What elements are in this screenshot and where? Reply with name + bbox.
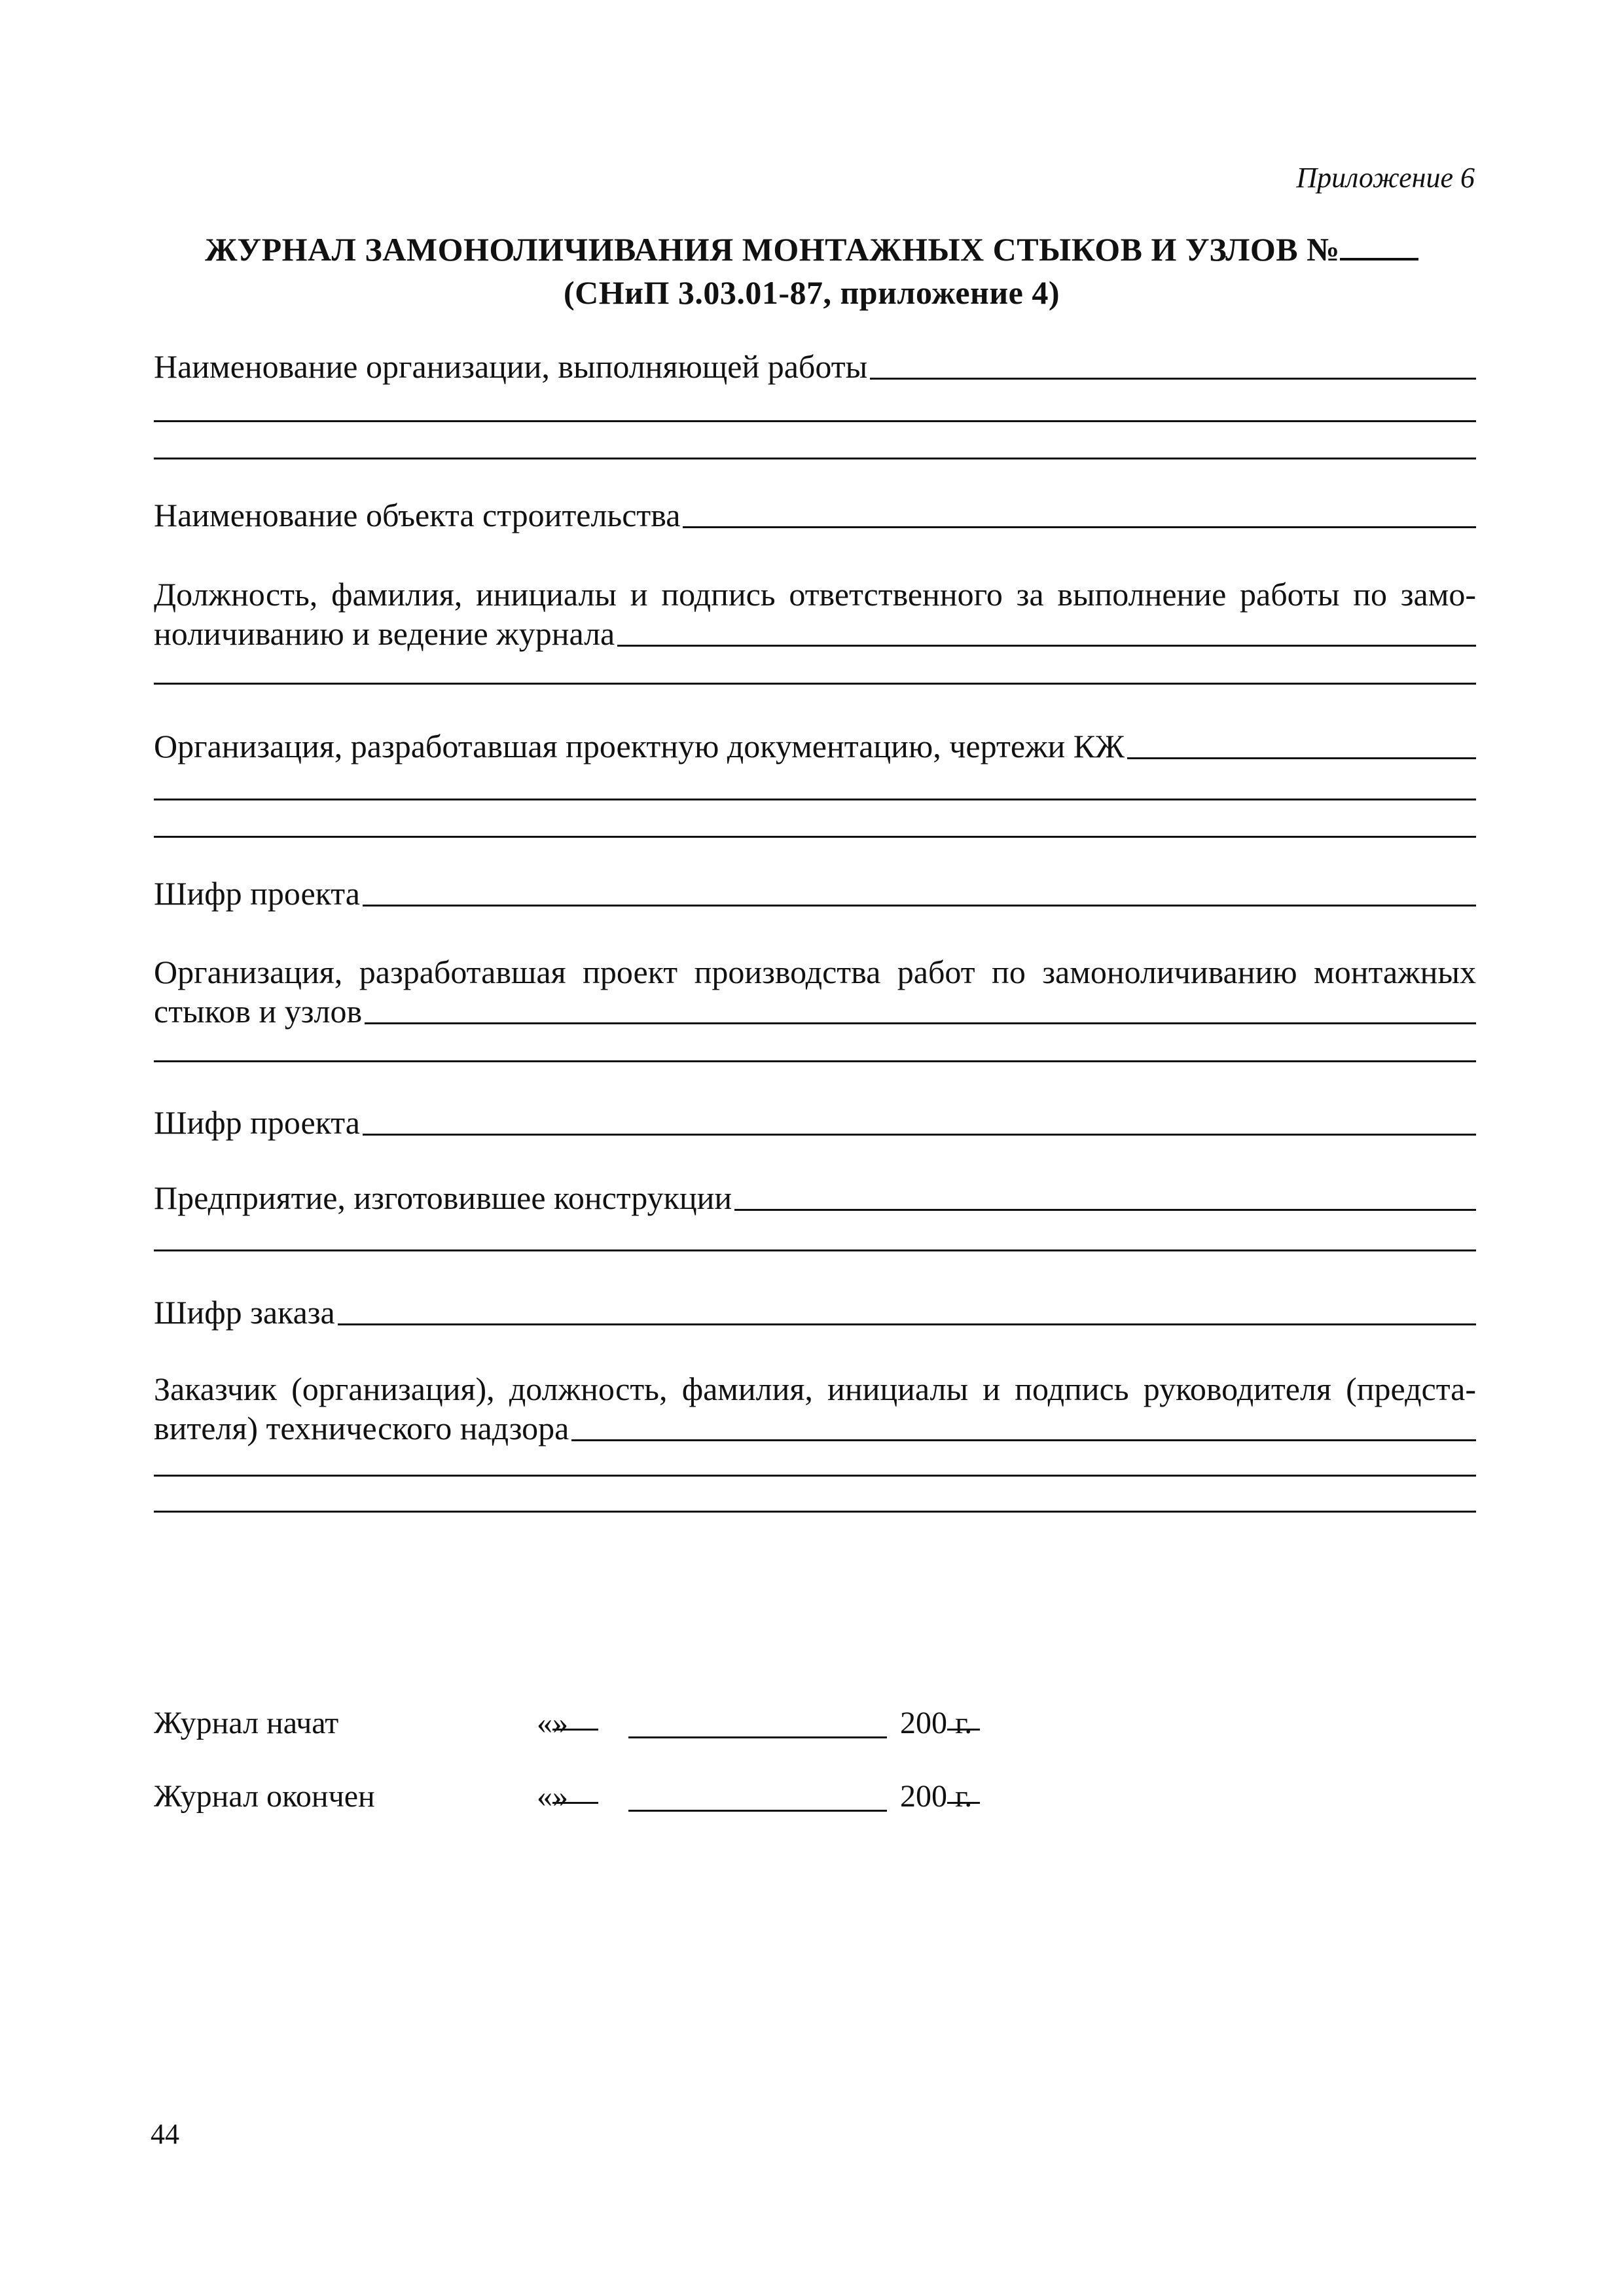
field-project-code-2 (154, 1103, 1476, 1142)
page-number: 44 (151, 2118, 179, 2150)
fill-line[interactable] (683, 526, 1476, 528)
field-label-cont: стыков и узлов (154, 993, 363, 1030)
day-blank[interactable] (552, 1705, 598, 1731)
field-responsible (154, 575, 1476, 653)
journal-number-blank[interactable] (1340, 233, 1418, 260)
field-label: Наименование организации, выполняющей работы (154, 348, 868, 385)
journal-started-label: Журнал начат (154, 1706, 339, 1740)
year-field[interactable]: 200 г. (900, 1778, 972, 1814)
blank-line[interactable] (154, 836, 1476, 838)
blank-line[interactable] (154, 1475, 1476, 1477)
field-label-cont: ноличиванию и ведение журнала (154, 615, 615, 652)
year-blank[interactable] (947, 1705, 980, 1731)
blank-line[interactable] (154, 1511, 1476, 1513)
fill-line[interactable] (617, 645, 1476, 647)
month-blank[interactable] (628, 1705, 887, 1738)
document-subtitle: (СНиП 3.03.01-87, приложение 4) (564, 274, 1060, 311)
field-label: Заказчик (организация), должность, фамилия, инициалы и подпись руководителя (предста- (154, 1371, 1476, 1407)
field-label: Шифр заказа (154, 1294, 335, 1331)
fill-line[interactable] (365, 1022, 1476, 1024)
fill-line[interactable] (338, 1323, 1476, 1325)
field-design-org (154, 727, 1476, 766)
fill-line[interactable] (1127, 757, 1476, 759)
document-title (154, 230, 1470, 268)
journal-finished-row (154, 1778, 1070, 1818)
field-customer (154, 1369, 1476, 1448)
field-label: Шифр проекта (154, 1104, 360, 1141)
journal-finished-label: Журнал окончен (154, 1779, 375, 1814)
journal-started-row (154, 1705, 1070, 1744)
field-order-code (154, 1293, 1476, 1332)
year-field[interactable]: 200 г. (900, 1705, 972, 1741)
fill-line[interactable] (870, 378, 1476, 380)
day-field[interactable]: « » (537, 1705, 568, 1741)
blank-line[interactable] (154, 420, 1476, 422)
day-field[interactable]: « » (537, 1778, 568, 1814)
field-project-code-1 (154, 874, 1476, 913)
blank-line[interactable] (154, 1249, 1476, 1251)
year-blank[interactable] (947, 1778, 980, 1804)
day-blank[interactable] (552, 1778, 598, 1804)
blank-line[interactable] (154, 458, 1476, 459)
field-label: Должность, фамилия, инициалы и подпись ответственного за выполнение работы по замо- (154, 576, 1476, 613)
field-manufacturer (154, 1178, 1476, 1217)
month-blank[interactable] (628, 1778, 887, 1812)
blank-line[interactable] (154, 683, 1476, 685)
field-label: Предприятие, изготовившее конструкции (154, 1179, 732, 1216)
field-label: Организация, разработавшая проект производства работ по замоноличиванию монтажных (154, 954, 1476, 990)
field-organization (154, 347, 1476, 386)
fill-line[interactable] (734, 1209, 1476, 1211)
field-label: Организация, разработавшая проектную документацию, чертежи КЖ (154, 728, 1125, 764)
blank-line[interactable] (154, 799, 1476, 800)
field-label: Шифр проекта (154, 875, 360, 912)
field-label-cont: вителя) технического надзора (154, 1410, 569, 1446)
field-object (154, 495, 1476, 535)
blank-line[interactable] (154, 1060, 1476, 1062)
fill-line[interactable] (571, 1439, 1476, 1441)
title-text: ЖУРНАЛ ЗАМОНОЛИЧИВАНИЯ МОНТАЖНЫХ СТЫКОВ И УЗЛОВ № (205, 231, 1340, 268)
fill-line[interactable] (363, 905, 1476, 907)
appendix-label: Приложение 6 (1296, 162, 1475, 194)
fill-line[interactable] (363, 1134, 1476, 1136)
field-label: Наименование объекта строительства (154, 497, 681, 533)
field-ppr-org (154, 952, 1476, 1031)
